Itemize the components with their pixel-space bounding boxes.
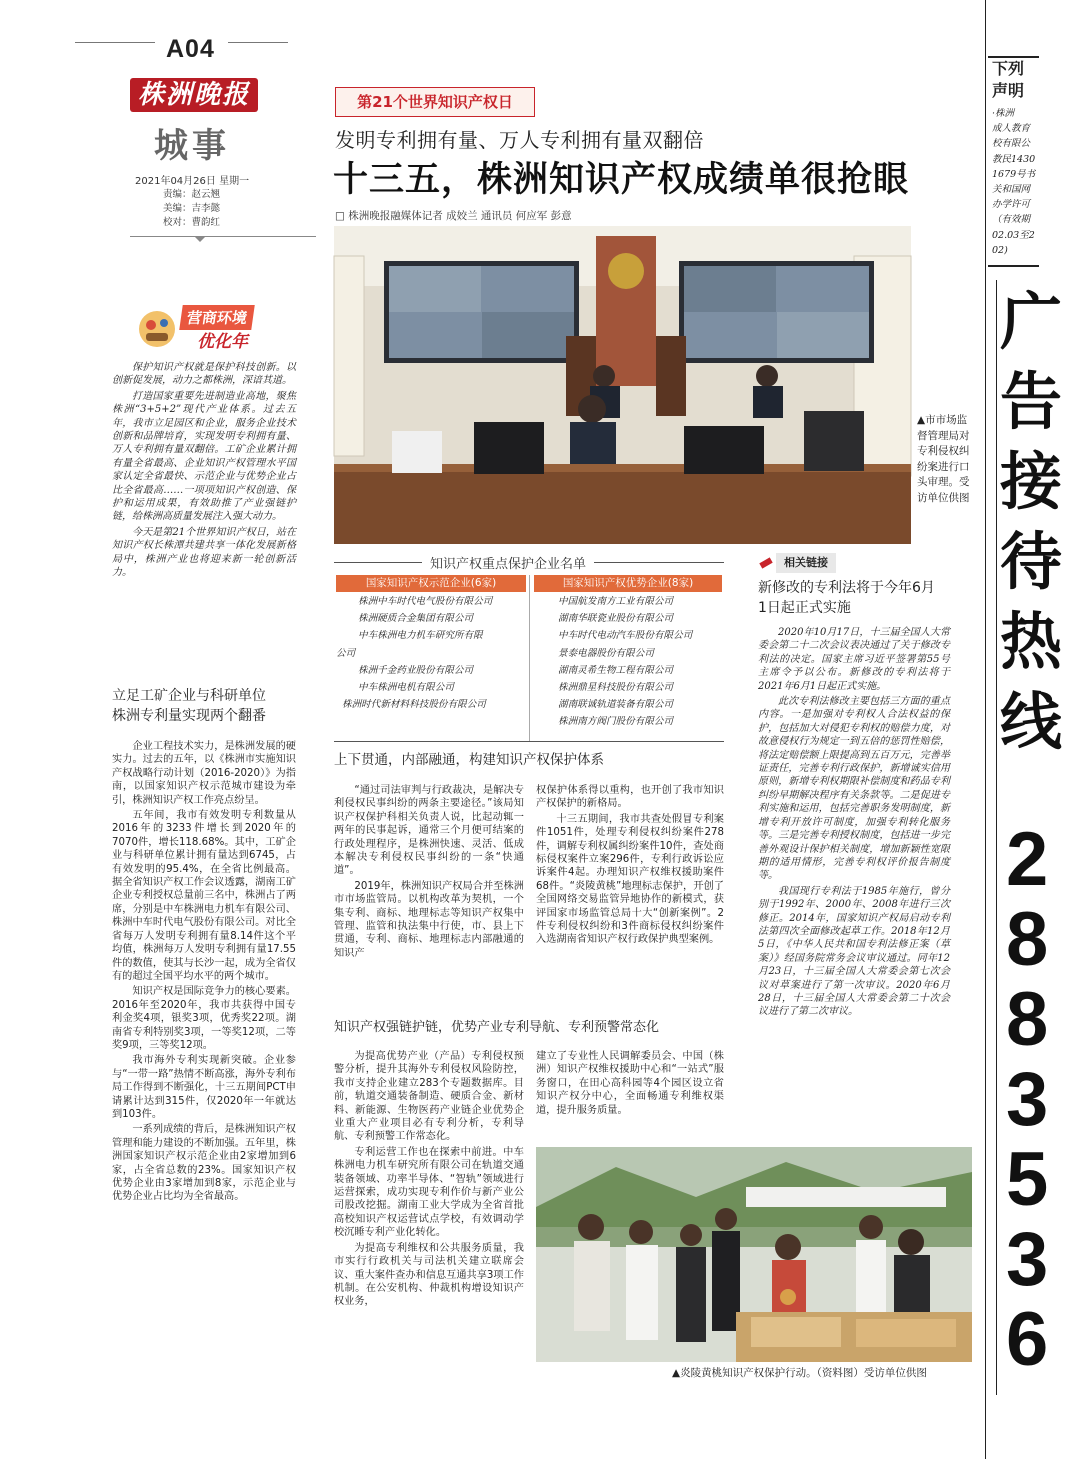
notice-line: 1679号书 [992,168,1036,180]
paper-logo [130,78,258,112]
section1-paragraph: 我市海外专利实现新突破。企业参与“一带一路”热情不断高涨，海外专利布局工作得到不断强化，十三五期间PCT申请累计达到315件，仅2020年一年就达到103件。 [112,1055,296,1120]
masthead-underline [130,236,316,237]
notice-line: 02.03至2 [992,229,1035,241]
campaign-badge [137,303,275,355]
hearing-photo-caption: ▲市市场监督管理局对专利侵权纠纷案进行口头审理。受访单位供图 [917,414,970,504]
ad-hotline-digit: 3 [1006,1057,1049,1142]
badge-line-2: 优化年 [197,332,248,352]
section3-paragraph: 专利运营工作也在探索中前进。中车株洲电力机车研究所有限公司在轨道交通装备领域、功率半导体、“智轨”领域进行运营探索，成功实现专利作价与新产业公司股改挖掘。湖南工业大学成为全省首批高校知识产权运营试点学校，有效调动学校沉睡专利产业化转化。 [334,1146,524,1239]
section1-paragraph: 一系列成绩的背后，是株洲知识产权管理和能力建设的不断加强。五年里，株洲国家知识产权示范企业由2家增加到6家，占全省总数的23%。国家知识产权优势企业由3家增加到8家，示范企业与优势企业占比均为全省最高。 [112,1124,296,1203]
notice-body [992,106,1039,258]
section2-paragraph: 权保护体系得以重构，也开创了我市知识产权保护的新格局。 [536,785,724,810]
company-item: 株洲中车时代电气股份有限公司 [358,596,493,607]
ad-hotline-digit: 2 [1006,817,1049,902]
company-item: 湖南联诚轨道装备有限公司 [558,699,674,711]
company-item: 湖南华联瓷业股份有限公司 [558,613,674,625]
ad-hotline-digit: 6 [1006,1297,1049,1382]
top-divider [75,42,155,43]
section1-heading [112,686,302,726]
company-item: 中国航发南方工业有限公司 [558,596,674,607]
peach-action-photo [536,1147,972,1362]
related-link-tag [758,553,878,573]
article-byline: □ 株洲晚报融媒体记者 成姣兰 通讯员 何应军 彭意 [335,210,572,222]
related-paragraph: 2020年10月17日，十三届全国人大常委会第二十二次会议表决通过了关于修改专利法的决定。国家主席习近平签署第55号主席令予以公布。新修改的专利法将于2021年6月1日起正式实施。 [758,627,950,692]
issue-date: 2021年04月26日 星期一 [135,176,250,187]
related-title-line2: 1日起正式实施 [758,600,851,616]
right-list-header: 国家知识产权优势企业(8家) [534,575,722,592]
company-item: 景泰电器股份有限公司 [558,647,654,659]
company-list [334,553,724,743]
section1-body [112,740,296,1206]
company-item: 公司 [336,647,356,659]
notice-line: 02) [992,244,1008,256]
lead-paragraph: 今天是第21个世界知识产权日，站在知识产权长株潭共建共享一体化发展新格局中，株洲产业也将迎来新一轮创新活力。 [112,526,296,579]
badge-icon [137,309,177,349]
kicker-text: 第21个世界知识产权日 [357,93,513,111]
ad-hotline-number [1006,817,1066,1382]
section1-heading-line1: 立足工矿企业与科研单位 [112,688,266,704]
related-link-label: 相关链接 [776,553,836,573]
article-lead [112,361,296,582]
company-item: 株洲千金药业股份有限公司 [358,664,474,676]
lead-paragraph: 打造国家重要先进制造业高地，聚焦株洲“3+5+2”现代产业体系。过去五年，我市立足园区和企业，服务企业技术创新和品牌培育，实现发明专利拥有量、万人专利拥有量双翻倍。工矿企业累计拥有量全省最高、企业知识产权管理水平国家认定全省最快、示范企业与优势企业占比全省最高……一项项知识产权创造、保护和运用成果，有效助推了产业强链护链，给株洲高质量发展注入强大动力。 [112,390,296,523]
section3-col-b [536,1050,724,1119]
section3-heading: 知识产权强链护链，优势产业专利导航、专利预警常态化 [334,1020,660,1035]
right-company-list [534,593,722,731]
notice-heading-line2: 声明 [992,81,1025,100]
badge-line-1: 营商环境 [179,305,255,330]
related-title [758,578,972,618]
notice-line: 成人教育 [992,123,1031,135]
related-body [758,626,950,1021]
company-item: 中车株洲电力机车研究所有限 [358,630,483,642]
section2-heading: 上下贯通，内部融通，构建知识产权保护体系 [334,752,604,768]
section3-paragraph: 建立了专业性人民调解委员会、中国（株洲）知识产权维权援助中心和“一站式”服务窗口，在田心高科园等4个园区设立省知识产权分中心，全面畅通专利维权渠道，提升服务质量。 [536,1051,724,1116]
ad-hotline [1000,282,1063,762]
section1-paragraph: 知识产权是国际竞争力的核心要素。2016年至2020年，我市共获得中国专利金奖4项，银奖3项，优秀奖22项。湖南省专利特别奖3项，一等奖12项，二等奖9项，三等奖12项。 [112,986,296,1051]
section3-paragraph: 为提高专利维权和公共服务质量，我市实行行政机关与司法机关建立联席会议、重大案件查办和信息互通共享3项工作机制。在公安机构、仲裁机构增设知识产权业务， [334,1242,524,1308]
company-item: 中车株洲电机有限公司 [358,682,454,694]
ad-hotline-char: 线 [1000,685,1063,758]
ad-hotline-char: 广 [1000,285,1063,358]
section1-paragraph: 五年间，我市有效发明专利数量从2016年的3233件增长到2020年的7070件，增长118.68%。其中，工矿企业与科研单位累计拥有量达到6745，占有效发明的95.4%，在全省比例最高。据全省知识产权工作会议透露，湖南工矿企业专利授权总量前三名中，株洲占了两席，分别是中车株洲电力机车有限公司、株洲中车时代电气股份有限公司。对比全省每万人发明专利拥有量8.14件这个平均值，株洲每万人发明专利拥有量17.55件的数值，使其与长沙一起，成为全省仅有的超过全国平均水平的两个城市。 [112,810,296,982]
notice-line: ·株洲 [992,108,1015,119]
masthead-pointer [194,236,206,242]
ad-hotline-digit: 3 [1006,1217,1049,1302]
notice-line: （有效期 [992,214,1031,226]
lead-paragraph: 保护知识产权就是保护科技创新。以创新促发展，动力之都株洲，深谙其道。 [112,362,296,387]
right-strip-inner-border [996,280,997,1395]
ad-hotline-digit: 8 [1006,977,1049,1062]
page-number: A04 [166,35,215,63]
paper-logo-text: 株洲晚报 [137,80,250,110]
notice-line: 关和国网 [992,184,1031,196]
notice-heading-line1: 下列 [992,59,1025,78]
left-list-header: 国家知识产权示范企业(6家) [336,575,526,592]
notice-line: 教民1430 [992,153,1036,165]
peach-action-photo-caption: ▲炎陵黄桃知识产权保护行动。（资料图）受访单位供图 [672,1367,927,1379]
notice-line: 办学许可 [992,199,1031,211]
notice-heading [992,58,1024,102]
section3-paragraph: 为提高优势产业（产品）专利侵权预警分析，提升其海外专利侵权风险防控，我市支持企业建立283个专题数据库。目前，轨道交通装备制造、硬质合金、新材料、新能源、生物医药产业链企业优势企业重大产业项目必有专利分析，专利导航、专利预警工作常态化。 [334,1051,524,1143]
proofreader: 校对：曹韵红 [163,217,221,228]
company-list-divider [529,575,530,741]
related-title-line1: 新修改的专利法将于今年6月 [758,580,935,596]
right-strip-rule-mid [988,265,1039,267]
kicker-box [335,87,535,117]
company-item: 株洲南方阀门股份有限公司 [558,716,674,728]
left-company-list [336,593,526,713]
top-divider-right [228,42,288,43]
section2-col-a [334,784,524,962]
company-item: 株洲硬质合金集团有限公司 [358,613,474,625]
related-paragraph: 我国现行专利法于1985年施行，曾分别于1992年、2000年、2008年进行三次修正。2014年，国家知识产权局启动专利法第四次全面修改起草工作。2018年12月5日，《中华人民共和国专利法修正案（草案）》经国务院常务会议审议通过。同年12月23日，十三届全国人大常委会第七次会议对草案进行了第一次审议。2020年6月28日，十三届全国人大常委会第二十次会议进行了第二次审议。 [758,885,950,1018]
art-editor: 美编：吉李懿 [163,203,221,214]
ad-hotline-digit: 8 [1006,897,1049,982]
company-list-title: 知识产权重点保护企业名单 [422,553,594,572]
company-item: 中车时代电动汽车股份有限公司 [558,630,693,642]
hearing-photo [334,226,911,544]
company-list-bottom-rule [334,741,724,742]
article-subtitle: 发明专利拥有量、万人专利拥有量双翻倍 [335,128,704,152]
section1-heading-line2: 株洲专利量实现两个翻番 [112,708,266,724]
company-item: 株洲鼎星科技股份有限公司 [558,682,674,694]
ad-hotline-digit: 5 [1006,1137,1049,1222]
section2-col-b [536,784,724,949]
company-item: 湖南灵希生物工程有限公司 [558,664,674,676]
ad-hotline-char: 接 [1000,445,1063,518]
hearing-photo-image [334,226,911,544]
ad-hotline-char: 告 [1000,365,1063,438]
article-title: 十三五，株洲知识产权成绩单很抢眼 [333,160,910,200]
ad-hotline-char: 待 [1000,525,1063,598]
right-strip-border [985,0,986,1459]
related-paragraph: 此次专利法修改主要包括三方面的重点内容。一是加强对专利权人合法权益的保护，包括加大对侵犯专利权的赔偿力度，对故意侵权行为规定一到五倍的惩罚性赔偿，将法定赔偿额上限提高到五百万元，完善举证责任，完善专利行政保护，新增诚实信用原则，新增专利权期限补偿制度和药品专利纠纷早期解决程序有关条款等。二是促进专利实施和运用，包括完善职务发明制度，新增专利开放许可制度，加强专利转化服务等。三是完善专利授权制度，包括进一步完善外观设计保护相关制度，增加新颖性宽限期的适用情形，完善专利权评价报告制度等。 [758,696,950,882]
pencil-icon [758,555,774,571]
section2-paragraph: 2019年，株洲知识产权局合并至株洲市市场监管局。以机构改革为契机，一个集专利、商标、地理标志等知识产权集中管理、监管和执法集中行使，市、县上下贯通，专利、商标、地理标志内部融通的知识产 [334,880,524,959]
section1-paragraph: 企业工程技术实力，是株洲发展的硬实力。过去的五年，以《株洲市实施知识产权战略行动计划（2016-2020）》为指南，以国家知识产权示范城市建设为牵引，株洲知识产权工作亮点纷呈。 [112,741,296,806]
section2-paragraph: “通过司法审判与行政裁决，是解决专利侵权民事纠纷的两条主要途径。”该局知识产权保护科相关负责人说，比起动辄一两年的民事起诉，通常三个月便可结案的行政处理程序，是株洲快速、灵活、低成本解决专利侵权民事纠纷的一条“快通道”。 [334,785,524,877]
notice-line: 校有限公 [992,138,1031,150]
peach-action-photo-image [536,1147,972,1362]
ad-hotline-char: 热 [1000,605,1063,678]
section3-col-a [334,1050,524,1311]
editor: 责编：赵云翘 [163,189,221,200]
section-name: 城事 [154,126,230,166]
company-item: 株洲时代新材料科技股份有限公司 [342,699,486,711]
section2-paragraph: 十三五期间，我市共查处假冒专利案件1051件，处理专利侵权纠纷案件278件，调解专利权属纠纷案件10件，查处商标侵权案件立案296件，专利行政诉讼应诉案件4起。办理知识产权维权援助案件68件。“炎陵黄桃”地理标志保护，开创了全国网络交易监管异地协作的新模式，获评国家市场监管总局十大“创新案例”。2件专利侵权纠纷和3件商标侵权纠纷案件入选湖南省知识产权行政保护典型案例。 [536,813,724,946]
